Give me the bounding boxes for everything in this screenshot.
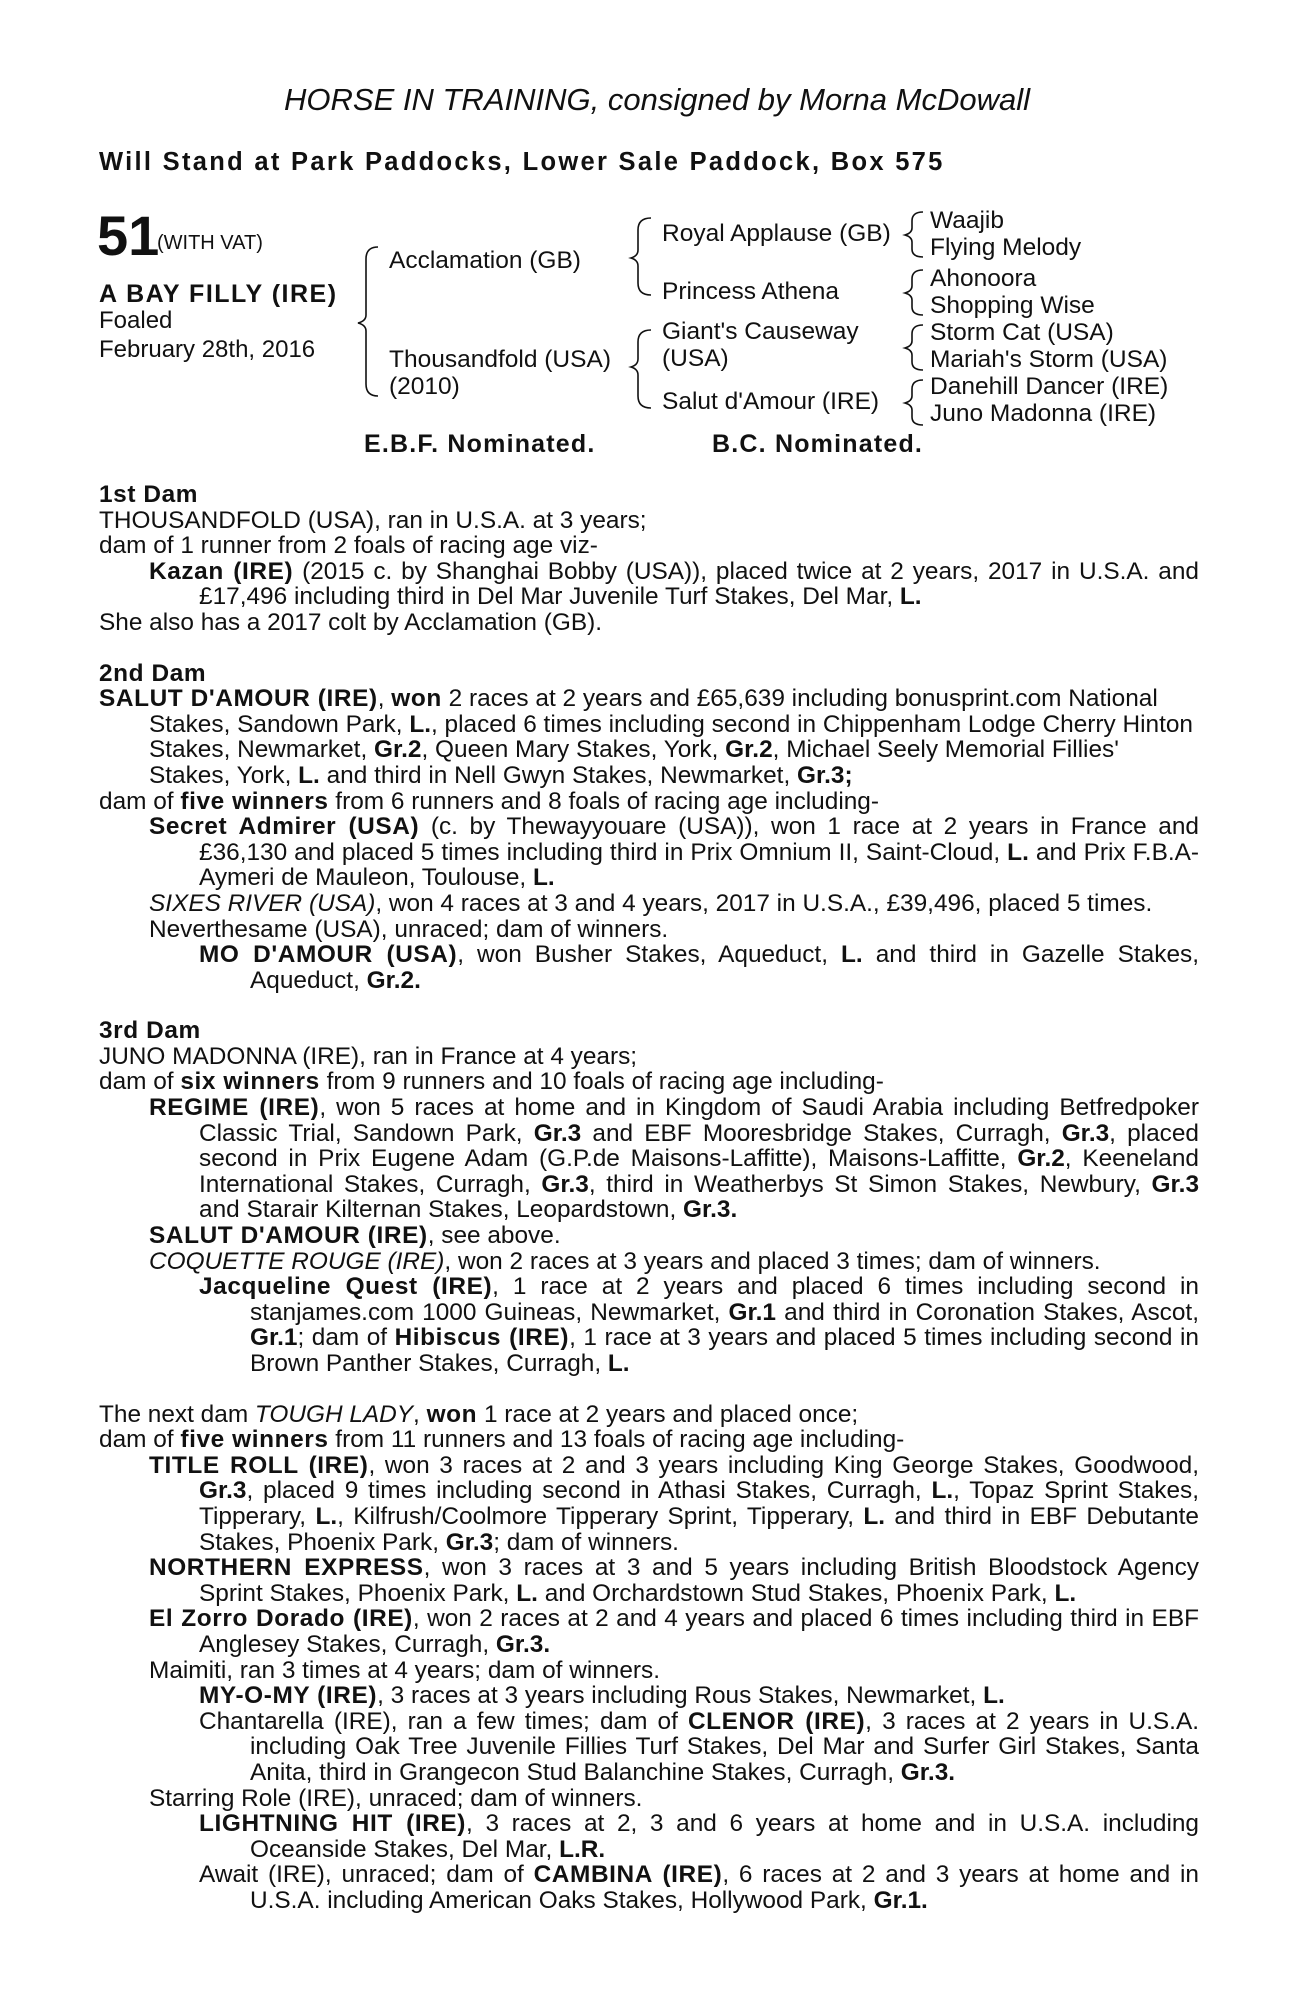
produce-entry-northern-express: NORTHERN EXPRESS, won 3 races at 3 and 5 years including British Bloodstock Agency Sprint Stakes, Phoenix Park, L. and Orchardstown Stud Stakes, Phoenix Park, L. xyxy=(149,1554,1199,1607)
first-dam-produce-line: dam of 1 runner from 2 foals of racing age viz- xyxy=(99,532,598,560)
produce-entry-mo-damour: MO D'AMOUR (USA), won Busher Stakes, Aqueduct, L. and third in Gazelle Stakes, Aqueduct, Gr.2. xyxy=(199,941,1199,994)
pedigree-dam xyxy=(389,346,611,400)
second-dam-produce-line: dam of five winners from 6 runners and 8 foals of racing age including- xyxy=(99,787,879,815)
pedigree-dam-sire xyxy=(662,318,859,372)
pedigree-ggp-3: Ahonoora xyxy=(930,265,1037,292)
pedigree-notes xyxy=(99,482,1199,1913)
produce-entry-await: Await (IRE), unraced; dam of CAMBINA (IRE), 6 races at 2 and 3 years at home and in U.S.A. including American Oaks Stakes, Hollywood Park, Gr.1. xyxy=(199,1861,1199,1914)
pedigree-ggp-6: Mariah's Storm (USA) xyxy=(930,346,1168,373)
ebf-nominated: E.B.F. Nominated. xyxy=(364,430,596,458)
produce-entry-neverthesame: Neverthesame (USA), unraced; dam of winners. xyxy=(149,915,669,943)
stand-location: Will Stand at Park Paddocks, Lower Sale Paddock, Box 575 xyxy=(99,148,945,176)
pedigree-sire-sire: Royal Applause (GB) xyxy=(662,220,891,247)
produce-entry-jacqueline-quest: Jacqueline Quest (IRE), 1 race at 2 years and placed 6 times including second in stanjames.com 1000 Guineas, Newmarket, Gr.1 and third in Coronation Stakes, Ascot, Gr.1; dam of Hibiscus (IRE), 1 race at 3 years and placed 5 times including second in Brown Panther Stakes, Curragh, L. xyxy=(199,1273,1199,1377)
third-dam-produce-line: dam of six winners from 9 runners and 10 foals of racing age including- xyxy=(99,1068,884,1096)
produce-entry-sixes-river: SIXES RIVER (USA), won 4 races at 3 and 4 years, 2017 in U.S.A., £39,496, placed 5 times. xyxy=(149,889,1153,917)
foaled-date: February 28th, 2016 xyxy=(99,336,316,363)
pedigree-dam-sire-origin: (USA) xyxy=(662,345,729,372)
pedigree-ggp-7: Danehill Dancer (IRE) xyxy=(930,373,1169,400)
pedigree-dam-sire-name: Giant's Causeway xyxy=(662,318,859,345)
third-dam-heading: 3rd Dam xyxy=(99,1017,201,1045)
second-dam-heading: 2nd Dam xyxy=(99,659,207,687)
page-title: HORSE IN TRAINING, consigned by Morna McDowall xyxy=(284,82,1030,117)
produce-entry-secret-admirer: Secret Admirer (USA) (c. by Thewayyouare (USA)), won 1 race at 2 years in France and £36,130 and placed 5 times including third in Prix Omnium II, Saint-Cloud, L. and Prix F.B.A-Aymeri de Mauleon, Toulouse, L. xyxy=(149,813,1200,892)
pedigree-sire: Acclamation (GB) xyxy=(389,247,581,274)
bc-nominated: B.C. Nominated. xyxy=(712,430,924,458)
pedigree-ggp-4: Shopping Wise xyxy=(930,292,1095,319)
pedigree-dam-year: (2010) xyxy=(389,373,460,400)
foaled-label: Foaled xyxy=(99,307,173,334)
pedigree-sire-dam: Princess Athena xyxy=(662,278,840,305)
produce-entry-starring-role: Starring Role (IRE), unraced; dam of winners. xyxy=(149,1784,643,1812)
produce-entry-kazan: Kazan (IRE) (2015 c. by Shanghai Bobby (USA)), placed twice at 2 years, 2017 in U.S.A. and £17,496 including third in Del Mar Juvenile Turf Stakes, Del Mar, L. xyxy=(149,557,1200,611)
pedigree-ggp-8: Juno Madonna (IRE) xyxy=(930,400,1157,427)
next-dam-produce-line: dam of five winners from 11 runners and 13 foals of racing age including- xyxy=(99,1426,905,1454)
produce-entry-el-zorro-dorado: El Zorro Dorado (IRE), won 2 races at 2 and 4 years and placed 6 times including third in EBF Anglesey Stakes, Curragh, Gr.3. xyxy=(149,1605,1199,1658)
produce-entry-my-o-my: MY-O-MY (IRE), 3 races at 3 years including Rous Stakes, Newmarket, L. xyxy=(199,1682,1005,1710)
pedigree-ggp-1: Waajib xyxy=(930,207,1004,234)
produce-entry-coquette-rouge: COQUETTE ROUGE (IRE), won 2 races at 3 years and placed 3 times; dam of winners. xyxy=(149,1247,1101,1275)
pedigree-dam-name: Thousandfold (USA) xyxy=(389,346,611,373)
produce-entry-title-roll: TITLE ROLL (IRE), won 3 races at 2 and 3 years including King George Stakes, Goodwood, Gr.3, placed 9 times including second in Athasi Stakes, Curragh, L., Topaz Sprint Stakes, Tipperary, L., Kilfrush/Coolmore Tipperary Sprint, Tipperary, L. and third in EBF Debutante Stakes, Phoenix Park, Gr.3; dam of winners. xyxy=(149,1451,1200,1556)
first-dam-also: She also has a 2017 colt by Acclamation (GB). xyxy=(99,608,602,636)
third-dam-line: JUNO MADONNA (IRE), ran in France at 4 years; xyxy=(99,1042,638,1070)
second-dam-entry: SALUT D'AMOUR (IRE), won 2 races at 2 years and £65,639 including bonusprint.com National Stakes, Sandown Park, L., placed 6 times including second in Chippenham Lodge Cherry Hinton Stakes, Newmarket, Gr.2, Queen Mary Stakes, York, Gr.2, Michael Seely Memorial Fillies' Stakes, York, L. and third in Nell Gwyn Stakes, Newmarket, Gr.3; xyxy=(99,685,1193,789)
produce-entry-chantarella: Chantarella (IRE), ran a few times; dam of CLENOR (IRE), 3 races at 2 years in U.S.A. including Oak Tree Juvenile Fillies Turf Stakes, Del Mar and Surfer Girl Stakes, Santa Anita, third in Grangecon Stud Balanchine Stakes, Curragh, Gr.3. xyxy=(199,1707,1199,1786)
next-dam-line: The next dam TOUGH LADY, won 1 race at 2 years and placed once; xyxy=(99,1400,859,1428)
pedigree-ggp-5: Storm Cat (USA) xyxy=(930,319,1114,346)
first-dam-heading: 1st Dam xyxy=(99,481,199,508)
lot-number: 51 xyxy=(97,204,160,267)
first-dam-line: THOUSANDFOLD (USA), ran in U.S.A. at 3 years; xyxy=(99,506,647,534)
produce-entry-salut-damour: SALUT D'AMOUR (IRE), see above. xyxy=(149,1222,561,1250)
pedigree-dam-dam: Salut d'Amour (IRE) xyxy=(662,388,880,415)
produce-entry-lightning-hit: LIGHTNING HIT (IRE), 3 races at 2, 3 and 6 years at home and in U.S.A. including Oceanside Stakes, Del Mar, L.R. xyxy=(199,1810,1199,1863)
vat-label: (WITH VAT) xyxy=(157,232,263,254)
produce-entry-regime: REGIME (IRE), won 5 races at home and in Kingdom of Saudi Arabia including Betfredpoker Classic Trial, Sandown Park, Gr.3 and EBF Mooresbridge Stakes, Curragh, Gr.3, placed second in Prix Eugene Adam (G.P.de Maisons-Laffitte), Maisons-Laffitte, Gr.2, Keeneland International Stakes, Curragh, Gr.3, third in Weatherbys St Simon Stakes, Newbury, Gr.3 and Starair Kilternan Stakes, Leopardstown, Gr.3. xyxy=(149,1094,1200,1224)
pedigree-ggp-2: Flying Melody xyxy=(930,234,1082,261)
horse-name: A BAY FILLY (IRE) xyxy=(99,280,338,308)
produce-entry-maimiti: Maimiti, ran 3 times at 4 years; dam of winners. xyxy=(149,1656,661,1684)
